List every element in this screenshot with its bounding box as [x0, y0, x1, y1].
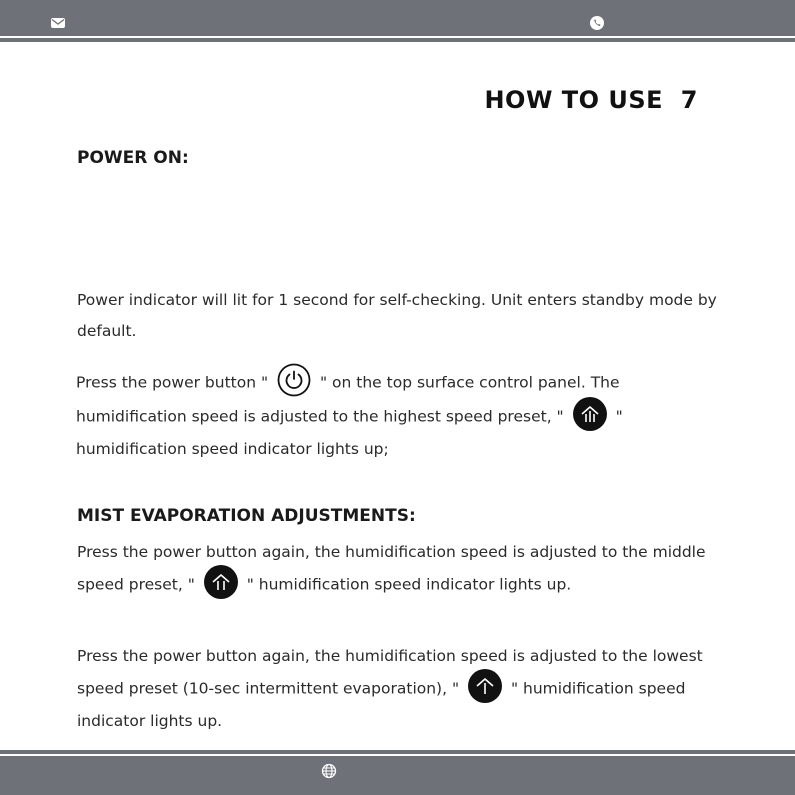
mail-icon [50, 15, 66, 31]
power-on-p2-text-c: " humidification speed indicator lights up; [76, 407, 623, 458]
mist-heading: MIST EVAPORATION ADJUSTMENTS: [77, 506, 416, 526]
bottom-bar [0, 756, 795, 795]
power-button-icon [277, 363, 311, 397]
mist-p2-text-a: Press the power button again, the humidification speed is adjusted to the lowest speed preset (10-sec intermittent evaporation), " [77, 647, 703, 698]
mist-p1-text-b: " humidification speed indicator lights up. [246, 575, 572, 594]
mist-p1-text-a: Press the power button again, the humidification speed is adjusted to the middle speed preset, " [77, 543, 706, 594]
high-speed-mist-icon [573, 397, 607, 431]
power-on-p2-text-a: Press the power button " [76, 373, 269, 392]
middle-speed-mist-icon [204, 565, 238, 599]
power-on-heading: POWER ON: [77, 148, 189, 168]
page-title [420, 86, 698, 114]
power-on-paragraph-1: Power indicator will lit for 1 second for self-checking. Unit enters standby mode by default. [77, 291, 717, 340]
mist-paragraph-1 [77, 537, 727, 602]
top-bar [0, 0, 795, 36]
phone-icon [589, 15, 605, 31]
bottom-divider [0, 750, 795, 754]
low-speed-mist-icon [468, 669, 502, 703]
page-number: 7 [680, 86, 698, 114]
power-on-paragraph-2 [76, 366, 726, 465]
globe-icon [321, 763, 337, 779]
power-on-p2-text-b: " on the top surface control panel. The humidification speed is adjusted to the highest speed preset, " [76, 373, 620, 426]
top-divider [0, 38, 795, 42]
mist-paragraph-2 [77, 641, 727, 737]
page-title-text: HOW TO USE [484, 86, 664, 114]
mist-p2-text-b: " humidification speed indicator lights up. [77, 679, 686, 730]
